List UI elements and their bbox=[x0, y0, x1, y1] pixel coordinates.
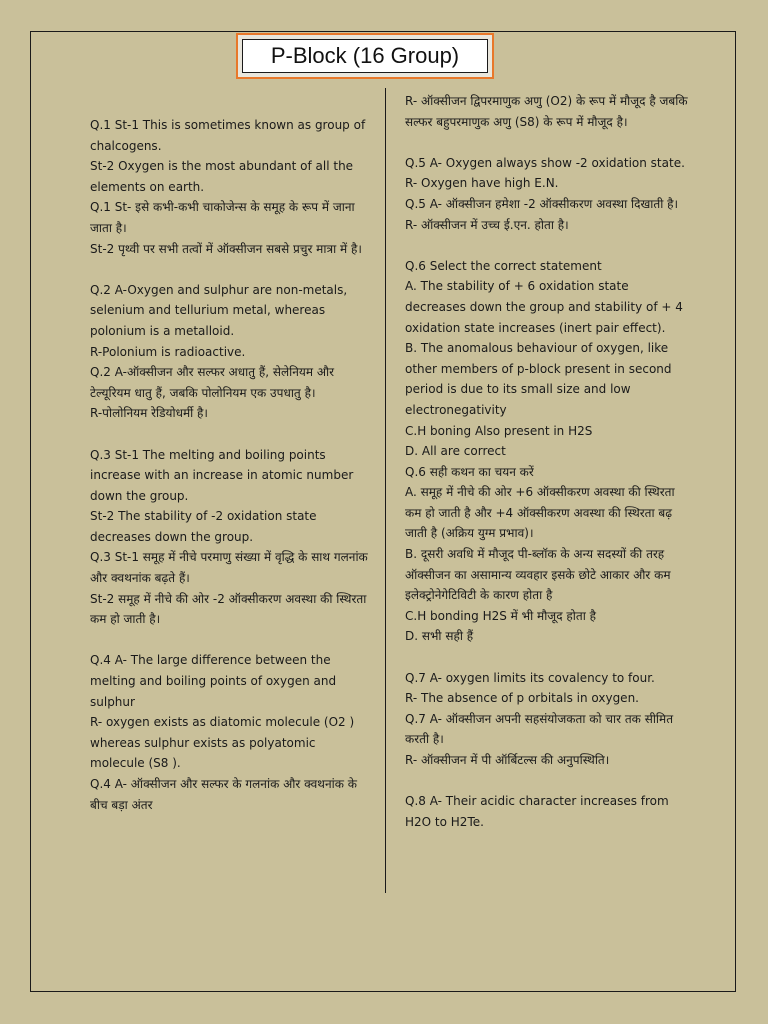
text-line: B. The anomalous behaviour of oxygen, like other members of p-block present in second period is due to its small size and low electronegativity bbox=[405, 341, 672, 417]
text-line: R- ऑक्सीजन में उच्च ई.एन. होता है। bbox=[405, 217, 569, 232]
text-line: R-पोलोनियम रेडियोधर्मी है। bbox=[90, 406, 208, 421]
text-line: Q.1 St-1 This is sometimes known as group of chalcogens. bbox=[90, 118, 366, 153]
text-line: R- oxygen exists as diatomic molecule (O2 ) whereas sulphur exists as polyatomic molecule (S8 ). bbox=[90, 715, 355, 771]
text-line: St-2 Oxygen is the most abundant of all the elements on earth. bbox=[90, 159, 354, 194]
text-line: Q.3 St-1 समूह में नीचे परमाणु संख्या में वृद्धि के साथ गलनांक और क्वथनांक बढ़ते हैं। bbox=[90, 550, 368, 586]
paragraph-gap bbox=[90, 259, 370, 280]
text-line: Q.7 A- oxygen limits its covalency to four. bbox=[405, 670, 655, 685]
text-line: Q.6 सही कथन का चयन करें bbox=[405, 464, 534, 479]
text-line: St-2 The stability of -2 oxidation state decreases down the group. bbox=[90, 509, 317, 544]
paragraph-gap bbox=[405, 771, 690, 792]
paragraph-gap bbox=[90, 424, 370, 445]
paragraph-gap bbox=[405, 647, 690, 668]
text-line: Q.7 A- ऑक्सीजन अपनी सहसंयोजकता को चार तक सीमित करती है। bbox=[405, 711, 674, 747]
text-line: C.H boning Also present in H2S bbox=[405, 423, 593, 438]
text-line: St-2 पृथ्वी पर सभी तत्वों में ऑक्सीजन सबसे प्रचुर मात्रा में है। bbox=[90, 241, 362, 256]
text-line: R- Oxygen have high E.N. bbox=[405, 176, 559, 191]
text-line: Q.3 St-1 The melting and boiling points increase with an increase in atomic number down the group. bbox=[90, 447, 354, 503]
page-title: P-Block (16 Group) bbox=[242, 39, 488, 73]
text-line: R- The absence of p orbitals in oxygen. bbox=[405, 691, 639, 706]
text-line: D. All are correct bbox=[405, 444, 506, 459]
text-line: St-2 समूह में नीचे की ओर -2 ऑक्सीकरण अवस्था की स्थिरता कम हो जाती है। bbox=[90, 591, 367, 627]
right-column bbox=[405, 91, 690, 832]
text-line: B. दूसरी अवधि में मौजूद पी-ब्लॉक के अन्य सदस्यों की तरह ऑक्सीजन का असामान्य व्यवहार इसके छोटे आकार और कम इलेक्ट्रोनेगेटिविटी के कारण होता है bbox=[405, 547, 671, 603]
text-line: A. The stability of + 6 oxidation state decreases down the group and stability of + 4 oxidation state increases (inert pair effect). bbox=[405, 279, 683, 335]
paragraph-gap bbox=[405, 132, 690, 153]
text-line: Q.8 A- Their acidic character increases from H2O to H2Te. bbox=[405, 794, 669, 829]
text-line: Q.1 St- इसे कभी-कभी चाकोजेन्स के समूह के रूप में जाना जाता है। bbox=[90, 200, 355, 235]
text-line: R- ऑक्सीजन में पी ऑर्बिटल्स की अनुपस्थिति। bbox=[405, 753, 610, 767]
text-line: D. सभी सही हैं bbox=[405, 629, 474, 644]
paragraph-gap bbox=[90, 630, 370, 651]
left-column bbox=[90, 115, 370, 815]
text-line: Q.4 A- The large difference between the melting and boiling points of oxygen and sulphur bbox=[90, 653, 337, 709]
text-line: Q.2 A-ऑक्सीजन और सल्फर अधातु हैं, सेलेनियम और टेल्यूरियम धातु हैं, जबकि पोलोनियम एक उपधातु है। bbox=[90, 365, 335, 400]
text-line: Q.4 A- ऑक्सीजन और सल्फर के गलनांक और क्वथनांक के बीच बड़ा अंतर bbox=[90, 777, 357, 812]
text-line: Q.5 A- ऑक्सीजन हमेशा -2 ऑक्सीकरण अवस्था दिखाती है। bbox=[405, 196, 679, 211]
text-line: Q.6 Select the correct statement bbox=[405, 258, 602, 273]
text-line: Q.2 A-Oxygen and sulphur are non-metals, selenium and tellurium metal, whereas polonium is a metalloid. bbox=[90, 282, 348, 338]
text-line: A. समूह में नीचे की ओर +6 ऑक्सीकरण अवस्था की स्थिरता कम हो जाती है और +4 ऑक्सीकरण अवस्था की स्थिरता बढ़ जाती है (अक्रिय युग्म प्रभाव)। bbox=[405, 485, 675, 541]
text-line: R- ऑक्सीजन द्विपरमाणुक अणु (O2) के रूप में मौजूद है जबकि सल्फर बहुपरमाणुक अणु (S8) के रूप में मौजूद है। bbox=[405, 94, 688, 129]
paragraph-gap bbox=[405, 235, 690, 256]
text-line: C.H bonding H2S में भी मौजूद होता है bbox=[405, 608, 597, 623]
title-box bbox=[236, 33, 494, 79]
text-line: R-Polonium is radioactive. bbox=[90, 344, 246, 359]
column-divider bbox=[385, 88, 386, 893]
text-line: Q.5 A- Oxygen always show -2 oxidation state. bbox=[405, 155, 685, 170]
